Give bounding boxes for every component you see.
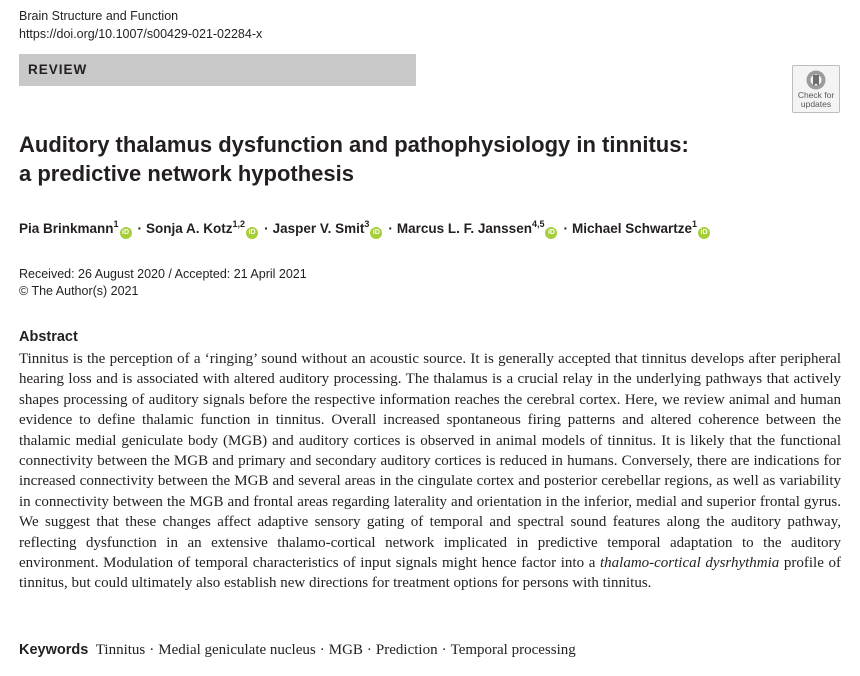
keyword-separator: ·	[319, 642, 325, 658]
abstract-text-part-2: profile of tinnitus, but could ultimately also establish new directions for treatment options for persons with tinnitus.	[19, 555, 841, 592]
keywords-line	[19, 642, 576, 659]
orcid-icon[interactable]: iD	[246, 227, 258, 239]
author-name[interactable]: Marcus L. F. Janssen	[396, 221, 532, 236]
copyright-notice: © The Author(s) 2021	[19, 284, 139, 298]
author-separator: ·	[264, 221, 269, 236]
author-separator: ·	[563, 221, 568, 236]
abstract-heading: Abstract	[19, 329, 78, 345]
author-affiliation: 1	[113, 219, 119, 229]
doi-link[interactable]: https://doi.org/10.1007/s00429-021-02284-x	[19, 27, 263, 41]
keyword[interactable]: Prediction	[375, 642, 438, 658]
title-line-1: Auditory thalamus dysfunction and pathophysiology in tinnitus:	[19, 132, 689, 157]
author-affiliation: 1	[692, 219, 698, 229]
keywords-label: Keywords	[19, 642, 89, 658]
abstract-text-part-1: Tinnitus is the perception of a ‘ringing’ sound without an acoustic source. It is generally accepted that tinnitus develops after peripheral hearing loss and is associated with altered auditory processing. The thalamus is a crucial relay in the underlying pathways that actively shapes processing of auditory signals before the respective information reaches the cerebral cortex. Here, we review animal and human evidence to define thalamic function in tinnitus. Overall increased spontaneous firing patterns and altered coherence between the thalamic medial geniculate body (MGB) and auditory cortices is observed in animal models of tinnitus. It is likely that the functional connectivity between the MGB and primary and secondary auditory cortices is reduced in humans. Conversely, there are indications for increased connectivity between the MGB and several areas in the cingulate cortex and posterior cerebellar regions, as well as variability in connectivity between the MGB and frontal areas regarding laterality and orientation in the inferior, medial and superior frontal gyrus. We suggest that these changes affect adaptive sensory gating of temporal and spectral sound features along the auditory pathway, reflecting dysfunction in an extensive thalamo-cortical network implicated in predictive temporal adaptation to the auditory environment. Modulation of temporal characteristics of input signals might hence factor into a	[19, 351, 841, 572]
title-line-2: a predictive network hypothesis	[19, 161, 354, 186]
author-affiliation: 3	[364, 219, 370, 229]
journal-name: Brain Structure and Function	[19, 9, 179, 23]
article-title	[19, 130, 839, 188]
orcid-icon[interactable]: iD	[370, 227, 382, 239]
bookmark-ring-icon	[805, 69, 827, 91]
keyword[interactable]: MGB	[328, 642, 363, 658]
keyword[interactable]: Tinnitus	[95, 642, 146, 658]
author-name[interactable]: Sonja A. Kotz	[146, 221, 233, 236]
keyword[interactable]: Medial geniculate nucleus	[158, 642, 316, 658]
author-affiliation: 1,2	[232, 219, 246, 229]
abstract-italic-term: thalamo-cortical dysrhythmia	[599, 555, 780, 572]
check-for-updates-badge[interactable]	[792, 65, 840, 113]
keyword-separator: ·	[441, 642, 447, 658]
abstract-text	[19, 349, 841, 594]
article-type-label: REVIEW	[28, 62, 88, 77]
author-name[interactable]: Michael Schwartze	[571, 221, 693, 236]
keyword-separator: ·	[366, 642, 372, 658]
keyword-separator: ·	[149, 642, 155, 658]
orcid-icon[interactable]: iD	[698, 227, 710, 239]
author-separator: ·	[388, 221, 393, 236]
orcid-icon[interactable]: iD	[545, 227, 557, 239]
received-accepted-dates: Received: 26 August 2020 / Accepted: 21 April 2021	[19, 267, 307, 281]
author-name[interactable]: Pia Brinkmann	[19, 221, 114, 236]
author-name[interactable]: Jasper V. Smit	[272, 221, 365, 236]
check-for-updates-label: Check for updates	[797, 90, 835, 109]
author-list	[19, 214, 712, 239]
article-type-banner	[19, 54, 416, 86]
orcid-icon[interactable]: iD	[120, 227, 132, 239]
author-affiliation: 4,5	[531, 219, 545, 229]
keyword[interactable]: Temporal processing	[450, 642, 576, 658]
author-separator: ·	[137, 221, 143, 236]
